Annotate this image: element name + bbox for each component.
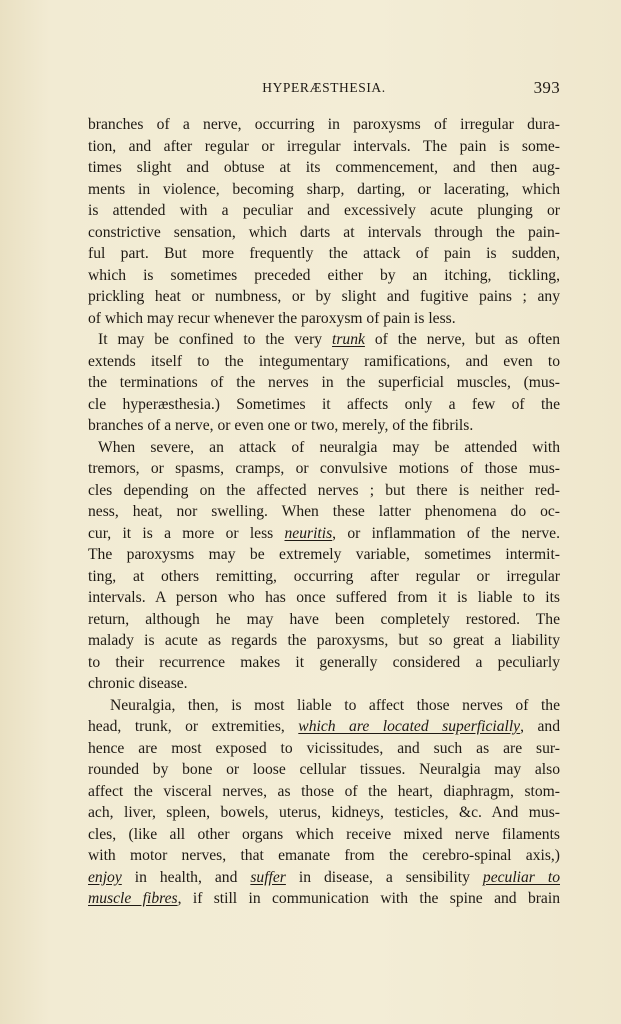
text-line	[88, 114, 560, 136]
text-segment: intervals. A person who has once suffered from it is liable to its	[88, 589, 560, 606]
text-segment: constrictive sensation, which darts at intervals through the pain-	[88, 223, 560, 241]
text-segment: cur, it is a more or less	[88, 524, 285, 542]
text-segment: to their recurrence makes it generally considered a peculiarly	[88, 653, 560, 671]
text-segment: the terminations of the nerves in the superficial muscles, (mus-	[88, 374, 560, 391]
text-segment: cle hyperæsthesia.) Sometimes it affects only a few of the	[88, 395, 560, 413]
text-line	[88, 265, 560, 287]
text-segment: ful part. But more frequently the attack of pain is sudden,	[88, 245, 560, 262]
text-segment: return, although he may have been completely restored. The	[88, 610, 560, 628]
emphasized-text: suffer	[250, 868, 286, 886]
text-segment: in disease, a sensibility	[285, 868, 483, 886]
text-line	[88, 673, 560, 695]
text-line	[88, 308, 560, 330]
emphasized-text: muscle fibres	[88, 890, 178, 907]
emphasized-text: peculiar to	[482, 868, 560, 886]
text-line	[88, 243, 560, 265]
emphasized-text: which are located superficially	[298, 718, 521, 735]
text-segment: ness, heat, nor swelling. When these latter phenomena do oc-	[88, 503, 560, 520]
text-line	[88, 351, 560, 373]
emphasized-text: enjoy	[88, 868, 122, 886]
text-segment: When severe, an attack of neuralgia may be attended with	[98, 438, 560, 456]
text-line	[88, 781, 560, 803]
text-segment: extends itself to the integumentary ramifications, and even to	[88, 352, 560, 370]
text-line	[88, 523, 560, 545]
text-line	[88, 480, 560, 502]
text-segment: tremors, or spasms, cramps, or convulsive motions of those mus-	[88, 460, 560, 477]
text-segment: ting, at others remitting, occurring after regular or irregular	[88, 567, 560, 585]
text-segment: branches of a nerve, occurring in paroxysms of irregular dura-	[88, 116, 560, 133]
text-line	[88, 458, 560, 480]
emphasized-text: neuritis	[284, 524, 333, 542]
text-segment: of which may recur whenever the paroxysm of pain is less.	[88, 309, 456, 327]
text-segment: is attended with a peculiar and excessively acute plunging or	[88, 202, 560, 219]
text-segment: hence are most exposed to vicissitudes, and such as are sur-	[88, 739, 560, 757]
text-segment: cles depending on the affected nerves ; but there is neither red-	[88, 481, 560, 499]
text-line	[88, 630, 560, 652]
page-header	[88, 80, 560, 100]
text-segment: rounded by bone or loose cellular tissues. Neuralgia may also	[88, 761, 560, 778]
text-line	[88, 652, 560, 674]
text-segment: cles, (like all other organs which receive mixed nerve filaments	[88, 825, 560, 843]
text-line	[88, 845, 560, 867]
text-line	[88, 738, 560, 760]
text-segment: ments in violence, becoming sharp, darting, or lacerating, which	[88, 180, 560, 198]
text-segment: It may be confined to the very	[98, 331, 332, 348]
text-line	[88, 501, 560, 523]
text-line	[88, 695, 560, 717]
text-line	[88, 888, 560, 910]
text-line	[88, 222, 560, 244]
text-segment: branches of a nerve, or even one or two, merely, of the fibrils.	[88, 417, 474, 434]
text-line	[88, 136, 560, 158]
text-segment: prickling heat or numbness, or by slight and fugitive pains ; any	[88, 288, 560, 305]
text-segment: Neuralgia, then, is most liable to affect those nerves of the	[110, 696, 560, 714]
text-line	[88, 587, 560, 609]
text-segment: malady is acute as regards the paroxysms, but so great a liability	[88, 632, 560, 649]
text-segment: chronic disease.	[88, 675, 188, 692]
text-segment: of the nerve, but as often	[364, 331, 560, 348]
text-line	[88, 544, 560, 566]
text-segment: affect the visceral nerves, as those of the heart, diaphragm, stom-	[88, 782, 560, 800]
text-segment: tion, and after regular or irregular intervals. The pain is some-	[88, 137, 560, 155]
text-line	[88, 437, 560, 459]
text-line	[88, 415, 560, 437]
text-segment: The paroxysms may be extremely variable, sometimes intermit-	[88, 546, 560, 563]
text-segment: , and	[520, 718, 560, 735]
text-line	[88, 179, 560, 201]
text-line	[88, 716, 560, 738]
text-segment: , or inflammation of the nerve.	[332, 524, 560, 542]
text-line	[88, 802, 560, 824]
running-head: HYPERÆSTHESIA.	[262, 80, 386, 95]
text-line	[88, 329, 560, 351]
text-segment: , if still in communication with the spine and brain	[177, 890, 560, 907]
text-segment: which is sometimes preceded either by an itching, tickling,	[88, 266, 560, 284]
text-line	[88, 200, 560, 222]
text-line	[88, 566, 560, 588]
text-segment: times slight and obtuse at its commencement, and then aug-	[88, 159, 560, 176]
text-line	[88, 394, 560, 416]
text-line	[88, 286, 560, 308]
text-line	[88, 867, 560, 889]
text-segment: with motor nerves, that emanate from the cerebro-spinal axis,)	[88, 847, 560, 864]
text-segment: ach, liver, spleen, bowels, uterus, kidneys, testicles, &c. And mus-	[88, 804, 560, 821]
text-line	[88, 759, 560, 781]
text-segment: head, trunk, or extremities,	[88, 718, 299, 735]
text-line	[88, 609, 560, 631]
text-segment: in health, and	[121, 868, 251, 886]
text-line	[88, 157, 560, 179]
emphasized-text: trunk	[332, 331, 365, 348]
body-text	[88, 114, 560, 910]
text-line	[88, 824, 560, 846]
page-number: 393	[533, 78, 560, 97]
text-line	[88, 372, 560, 394]
